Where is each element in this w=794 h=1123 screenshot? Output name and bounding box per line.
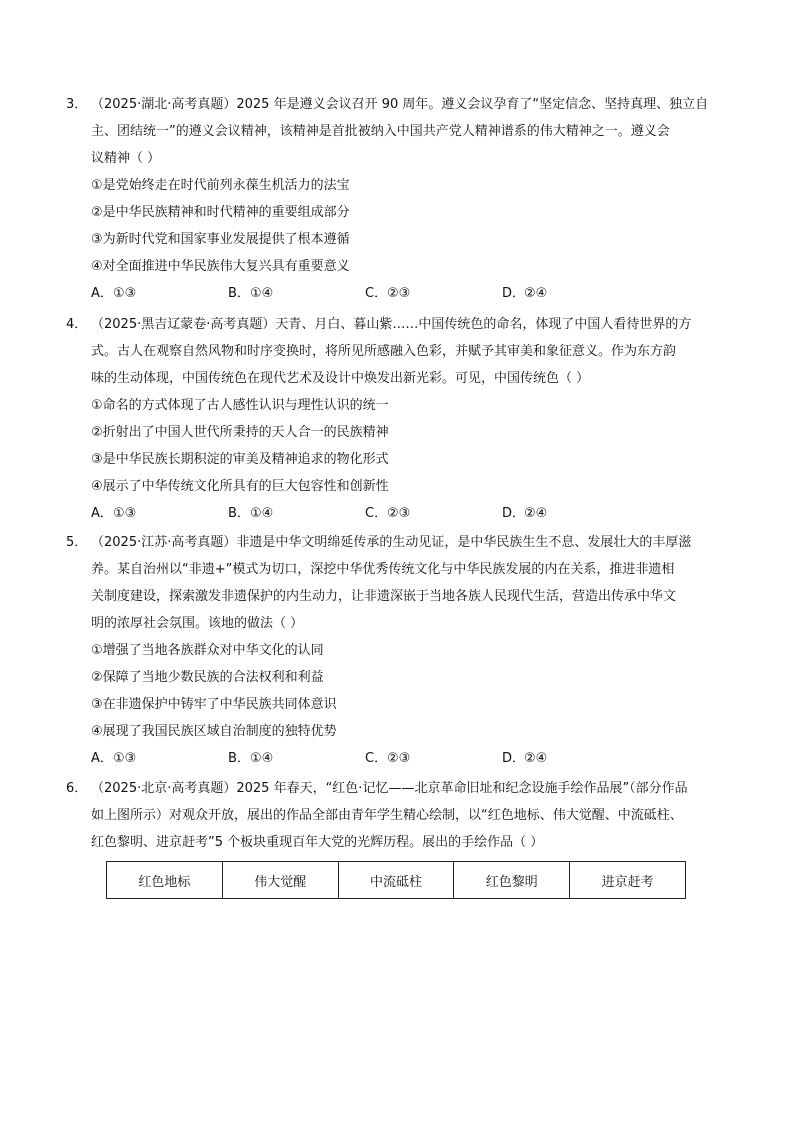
question-4 [66, 311, 736, 527]
table-cell: 红色黎明 [454, 862, 570, 899]
answer-options [66, 280, 736, 307]
question-stem-line: 明的浓厚社会氛围。该地的做法（ ） [91, 616, 304, 631]
statement-3: ③在非遗保护中铸牢了中华民族共同体意识 [91, 697, 337, 712]
statement-1: ①是党始终走在时代前列永葆生机活力的法宝 [91, 178, 350, 193]
option-c[interactable]: C．②③ [365, 506, 411, 521]
question-number: 3． [66, 97, 88, 112]
question-source: （2025·江苏·高考真题） [91, 535, 237, 550]
table-cell: 红色地标 [107, 862, 223, 899]
question-number: 5． [66, 535, 88, 550]
question-number: 6． [66, 781, 88, 796]
table-row [107, 862, 686, 899]
exhibition-sections-table [106, 861, 686, 899]
option-d[interactable]: D．②④ [502, 751, 548, 766]
question-stem-line: 式。古人在观察自然风物和时序变换时，将所见所感融入色彩，并赋予其审美和象征意义。作为东方韵 [91, 344, 677, 359]
option-b[interactable]: B．①④ [228, 286, 274, 301]
answer-options [66, 500, 736, 527]
statement-3: ③为新时代党和国家事业发展提供了根本遵循 [91, 232, 350, 247]
question-stem-line: 如上图所示）对观众开放，展出的作品全部由青年学生精心绘制，以“红色地标、伟大觉醒、中流砥柱、 [91, 808, 683, 823]
option-c[interactable]: C．②③ [365, 286, 411, 301]
question-stem-line: 味的生动体现，中国传统色在现代艺术及设计中焕发出新光彩。可见，中国传统色（ ） [91, 371, 590, 386]
table-cell: 伟大觉醒 [222, 862, 338, 899]
question-source: （2025·北京·高考真题） [91, 781, 237, 796]
question-6 [66, 775, 736, 856]
statement-4: ④展示了中华传统文化所具有的巨大包容性和创新性 [91, 479, 389, 494]
question-stem-line: 红色黎明、进京赶考”5 个板块重现百年大党的光辉历程。展出的手绘作品（ ） [91, 835, 544, 850]
answer-options [66, 745, 736, 772]
statement-1: ①命名的方式体现了古人感性认识与理性认识的统一 [91, 398, 389, 413]
question-source: （2025·湖北·高考真题） [91, 97, 237, 112]
option-a[interactable]: A．①③ [91, 506, 137, 521]
question-stem-line: 关制度建设，探索激发非遗保护的内生动力，让非遗深嵌于当地各族人民现代生活，营造出传承中华文 [91, 589, 677, 604]
table-cell: 进京赶考 [570, 862, 686, 899]
statement-3: ③是中华民族长期积淀的审美及精神追求的物化形式 [91, 452, 389, 467]
table-cell: 中流砥柱 [338, 862, 454, 899]
option-a[interactable]: A．①③ [91, 751, 137, 766]
question-5 [66, 529, 736, 772]
question-stem-line: 议精神（ ） [91, 151, 161, 166]
statement-4: ④展现了我国民族区域自治制度的独特优势 [91, 724, 337, 739]
question-number: 4． [66, 317, 88, 332]
question-stem-line: 2025 年是遵义会议召开 90 周年。遵义会议孕育了“坚定信念、坚持真理、独立自 [236, 97, 709, 112]
question-stem-line: 天青、月白、暮山紫……中国传统色的命名，体现了中国人看待世界的方 [275, 317, 692, 332]
option-b[interactable]: B．①④ [228, 506, 274, 521]
question-3 [66, 91, 736, 307]
statement-2: ②保障了当地少数民族的合法权利和利益 [91, 670, 324, 685]
question-stem-line: 2025 年春天，“红色·记忆——北京革命旧址和纪念设施手绘作品展”（部分作品 [236, 781, 688, 796]
question-stem-line: 养。某自治州以“非遗+”模式为切口，深挖中华优秀传统文化与中华民族发展的内在关系，推进非遗相 [91, 562, 675, 577]
question-source: （2025·黑吉辽蒙卷·高考真题） [91, 317, 276, 332]
option-d[interactable]: D．②④ [502, 506, 548, 521]
option-d[interactable]: D．②④ [502, 286, 548, 301]
statement-1: ①增强了当地各族群众对中华文化的认同 [91, 643, 324, 658]
statement-4: ④对全面推进中华民族伟大复兴具有重要意义 [91, 259, 350, 274]
option-b[interactable]: B．①④ [228, 751, 274, 766]
option-c[interactable]: C．②③ [365, 751, 411, 766]
question-stem-line: 主、团结统一”的遵义会议精神，该精神是首批被纳入中国共产党人精神谱系的伟大精神之一。遵义会 [91, 124, 670, 139]
option-a[interactable]: A．①③ [91, 286, 137, 301]
question-stem-line: 非遗是中华文明绵延传承的生动见证，是中华民族生生不息、发展壮大的丰厚滋 [236, 535, 692, 550]
statement-2: ②是中华民族精神和时代精神的重要组成部分 [91, 205, 350, 220]
statement-2: ②折射出了中国人世代所秉持的天人合一的民族精神 [91, 425, 389, 440]
